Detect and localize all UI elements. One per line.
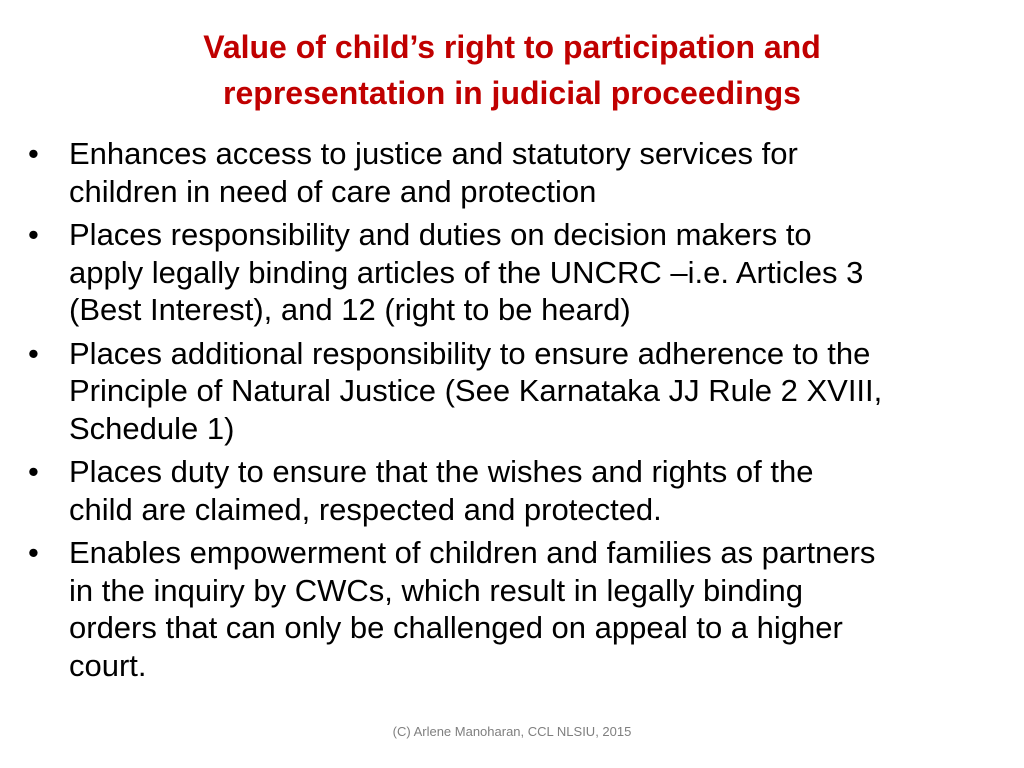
bullet-5-line-4: court. [69, 647, 147, 683]
bullet-3-line-1: Places additional responsibility to ensure adherence to the [69, 335, 871, 371]
bullet-3-line-2: Principle of Natural Justice (See Karnataka JJ Rule 2 XVIII, [69, 373, 883, 408]
bullet-5-line-3: orders that can only be challenged on appeal to a higher [69, 610, 843, 645]
bullet-1-line-2: children in need of care and protection [69, 173, 597, 209]
bullet-item-2 [0, 216, 1024, 329]
bullet-icon: • [28, 136, 39, 171]
bullet-icon: • [28, 535, 39, 570]
bullet-icon: • [28, 335, 39, 371]
bullet-icon: • [28, 454, 39, 489]
slide-title-line-1: Value of child’s right to participation and [203, 29, 821, 65]
bullet-3-line-3: Schedule 1) [69, 410, 235, 446]
bullet-item-1 [0, 135, 1024, 210]
bullet-4-line-2: child are claimed, respected and protected. [69, 491, 662, 527]
bullet-list [0, 135, 1024, 690]
bullet-1-line-1: Enhances access to justice and statutory services for [69, 136, 798, 171]
slide-footer: (C) Arlene Manoharan, CCL NLSIU, 2015 [392, 724, 632, 739]
bullet-item-3 [0, 335, 1024, 448]
bullet-2-line-2: apply legally binding articles of the UNCRC –i.e. Articles 3 [69, 254, 864, 290]
slide-title-line-2: representation in judicial proceedings [223, 75, 801, 111]
bullet-5-line-2: in the inquiry by CWCs, which result in legally binding [69, 572, 803, 608]
bullet-4-line-1: Places duty to ensure that the wishes and rights of the [69, 454, 814, 489]
bullet-item-5 [0, 534, 1024, 684]
bullet-5-line-1: Enables empowerment of children and families as partners [69, 535, 876, 570]
bullet-2-line-1: Places responsibility and duties on decision makers to [69, 217, 812, 252]
bullet-icon: • [28, 217, 39, 252]
bullet-2-line-3: (Best Interest), and 12 (right to be heard) [69, 292, 631, 327]
slide-title [60, 24, 964, 116]
bullet-item-4 [0, 453, 1024, 528]
